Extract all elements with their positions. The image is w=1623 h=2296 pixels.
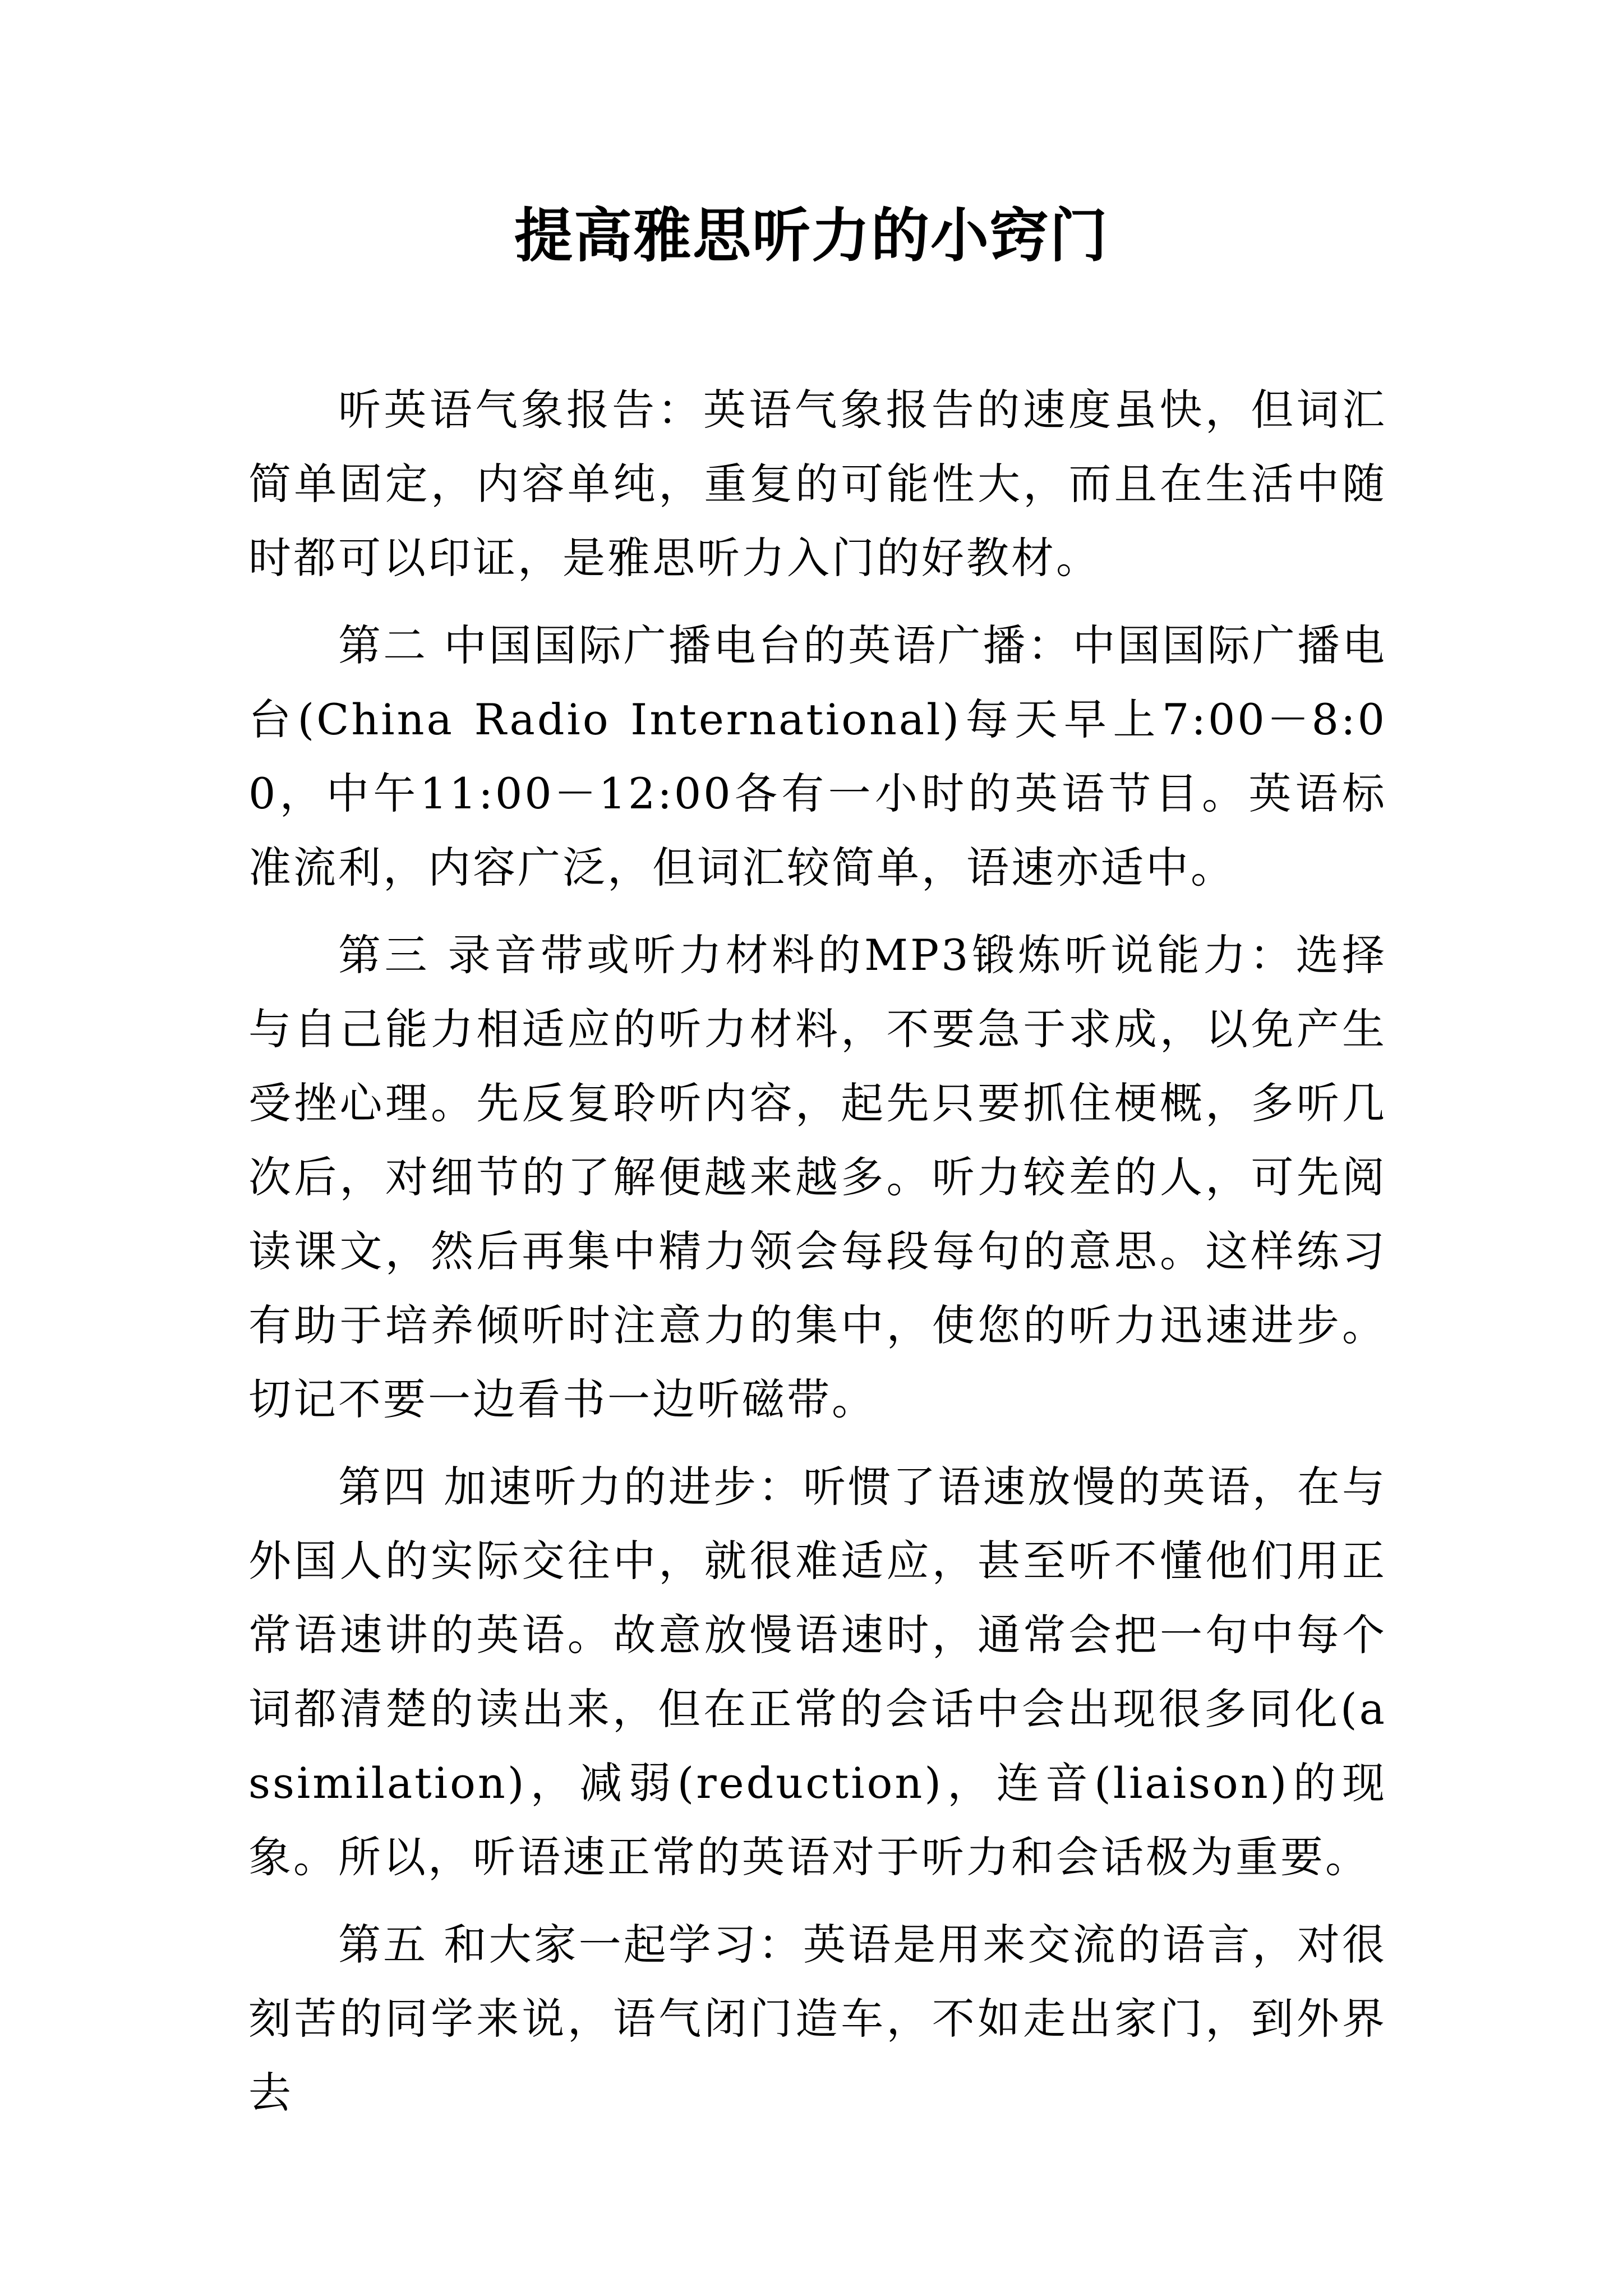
paragraph-study-together: 第五 和大家一起学习：英语是用来交流的语言，对很刻苦的同学来说，语气闭门造车，不如走出家门，到外界去 [248, 1920, 1387, 2118]
document-title: 提高雅思听力的小窍门 [514, 201, 1109, 270]
paragraph-speed-up: 第四 加速听力的进步：听惯了语速放慢的英语，在与外国人的实际交往中，就很难适应，甚至听不懂他们用正常语速讲的英语。故意放慢语速时，通常会把一句中每个词都清楚的读出来，但在正常的会话中会出现很多同化(assimilation)，减弱(reduction)，连音(liaison)的现象。所以，听语速正常的英语对于听力和会话极为重要。 [248, 1462, 1387, 1882]
paragraph-audio-materials: 第三 录音带或听力材料的MP3锻炼听说能力：选择与自己能力相适应的听力材料，不要急于求成，以免产生受挫心理。先反复聆听内容，起先只要抓住梗概，多听几次后，对细节的了解便越来越多。听力较差的人，可先阅读课文，然后再集中精力领会每段每句的意思。这样练习有助于培养倾听时注意力的集中，使您的听力迅速进步。切记不要一边看书一边听磁带。 [248, 930, 1387, 1424]
paragraph-radio-broadcast: 第二 中国国际广播电台的英语广播：中国国际广播电台(China Radio International)每天早上7:00－8:00，中午11:00－12:00各有一小时的英语节目。英语标准流利，内容广泛，但词汇较简单，语速亦适中。 [248, 620, 1387, 892]
paragraph-weather-report: 听英语气象报告：英语气象报告的速度虽快，但词汇简单固定，内容单纯，重复的可能性大，而且在生活中随时都可以印证，是雅思听力入门的好教材。 [248, 385, 1387, 583]
document-body [248, 373, 1387, 2130]
